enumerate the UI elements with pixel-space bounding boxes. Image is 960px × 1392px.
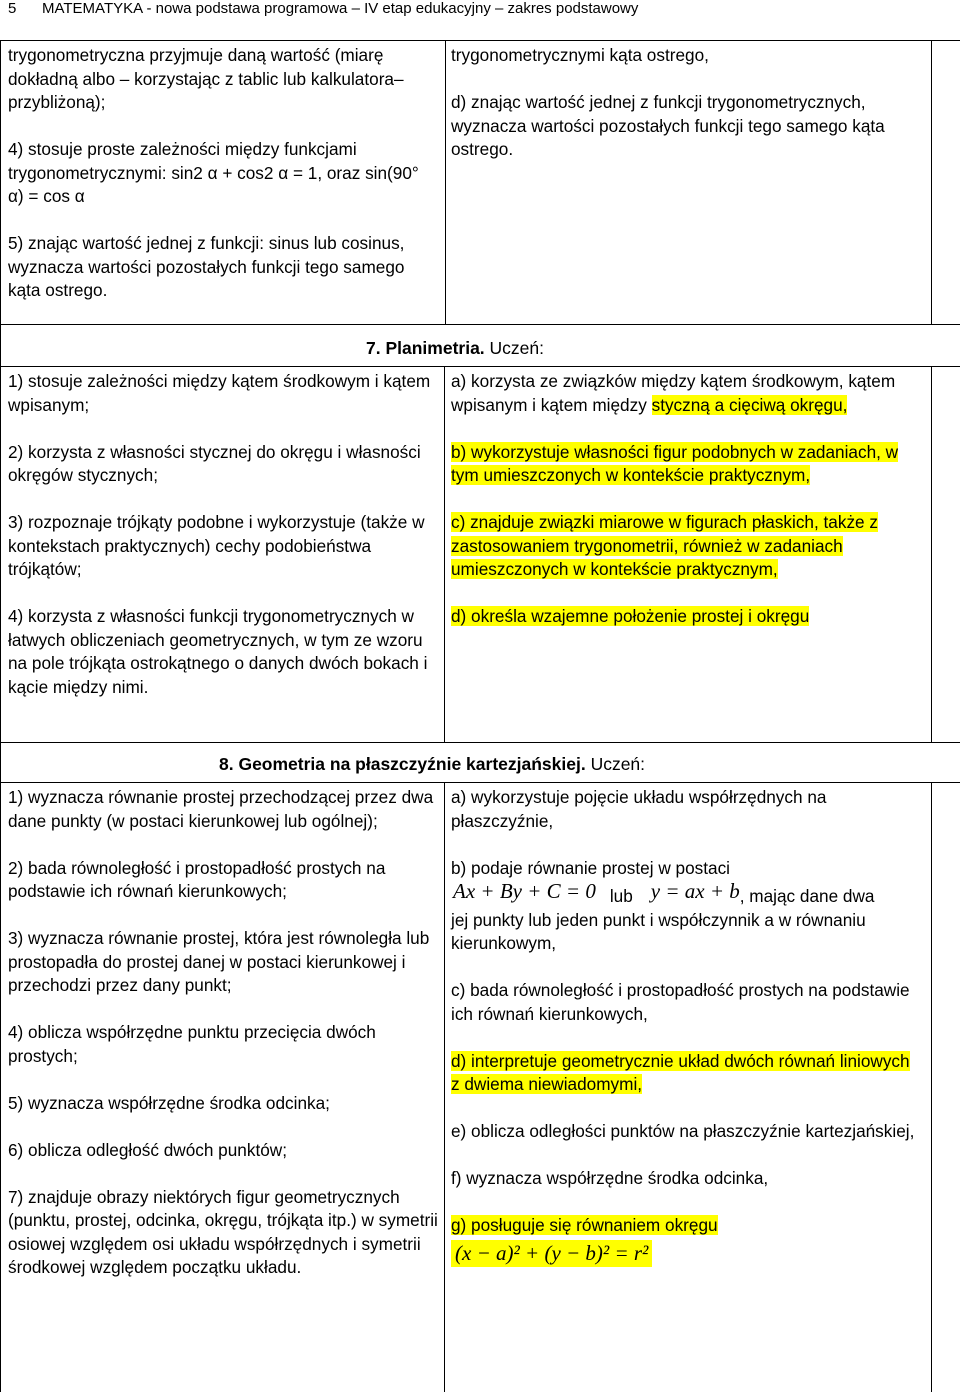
item-c-highlight: c) znajduje związki miarowe w figurach płaskich, także z zastosowaniem trygonometrii, również w zadaniach umieszczonych w kontekście praktycznym, — [451, 512, 878, 579]
table-right-rule — [931, 40, 932, 324]
list-item: 4) korzysta z własności funkcji trygonometrycznych w łatwych obliczeniach geometrycznych, w tym ze wzoru na pole trójkąta ostrokątnego o danych dwóch bokach i kącie między nimi. — [8, 606, 428, 697]
item-b-rest: jej punkty lub jeden punkt i współczynnik a w równaniu kierunkowym, — [451, 909, 866, 953]
list-item: e) oblicza odległości punktów na płaszczyźnie kartezjańskiej, — [451, 1121, 915, 1141]
section7-header-rule — [0, 366, 960, 367]
circle-equation: (x − a)² + (y − b)² = r² — [451, 1240, 652, 1268]
list-item — [451, 441, 911, 488]
list-item: d) znając wartość jednej z funkcji trygonometrycznych, wyznacza wartości pozostałych funkcji tego samego kąta ostrego. — [451, 92, 885, 159]
list-item: f) wyznacza współrzędne środka odcinka, — [451, 1168, 769, 1188]
table-right-rule — [931, 366, 932, 742]
item-d-highlight: d) określa wzajemne położenie prostej i okręgu — [451, 606, 810, 626]
table-right-rule — [931, 782, 932, 1392]
list-item: 2) bada równoległość i prostopadłość prostych na podstawie ich równań kierunkowych; — [8, 857, 386, 901]
coordinate-geometry-left-cell — [8, 786, 438, 1280]
item-b-tail: , mając dane dwa — [739, 886, 875, 906]
list-item: a) wykorzystuje pojęcie układu współrzędnych na płaszczyźnie, — [451, 787, 827, 831]
trigonometry-left-cell — [8, 44, 438, 303]
planimetry-left-cell — [8, 370, 440, 699]
planimetry-right-cell — [451, 370, 911, 629]
section7-title — [366, 336, 544, 360]
list-item: 3) wyznacza równanie prostej, która jest równoległa lub prostopadła do prostej danej w postaci kierunkowej i przechodzi przez dany punkt; — [8, 928, 430, 995]
general-line-equation: Ax + By + C = 0 — [453, 879, 596, 903]
list-item: 5) znając wartość jednej z funkcji: sinus lub cosinus, wyznacza wartości pozostałych funkcji tego samego kąta ostrego. — [8, 233, 405, 300]
section8-title-rest: Uczeń: — [585, 754, 646, 774]
list-item: trygonometrycznymi kąta ostrego, — [451, 45, 709, 65]
list-item: 4) oblicza współrzędne punktu przecięcia dwóch prostych; — [8, 1022, 376, 1066]
item-b-highlight: b) wykorzystuje własności figur podobnych w zadaniach, w tym umieszczonych w kontekście praktycznym, — [451, 441, 899, 485]
section8-header-rule — [0, 782, 960, 783]
list-item — [451, 857, 921, 956]
column-divider — [444, 782, 445, 1392]
section7-title-rest: Uczeń: — [484, 338, 544, 358]
item-d-highlight: d) interpretuje geometrycznie układ dwóch równań liniowych z dwiema niewiadomymi, — [451, 1050, 910, 1094]
page-title: MATEMATYKA - nowa podstawa programowa – IV etap edukacyjny – zakres podstawowy — [42, 0, 639, 17]
trigonometry-right-cell — [451, 44, 921, 162]
list-item — [451, 511, 911, 582]
column-divider — [444, 366, 445, 742]
item-b-lub: lub — [609, 886, 633, 906]
list-item: c) bada równoległość i prostopadłość prostych na podstawie ich równań kierunkowych, — [451, 980, 910, 1024]
section8-title-bold: 8. Geometria na płaszczyźnie kartezjańskiej. — [219, 754, 586, 774]
list-item: 3) rozpoznaje trójkąty podobne i wykorzystuje (także w kontekstach praktycznych) cechy podobieństwa trójkątów; — [8, 512, 425, 579]
list-item: 1) wyznacza równanie prostej przechodzącej przez dwa dane punkty (w postaci kierunkowej lub ogólnej); — [8, 787, 434, 831]
list-item: trygonometryczna przyjmuje daną wartość (miarę dokładną albo – korzystając z tablic lub kalkulatora– przybliżoną); — [8, 45, 404, 112]
slope-line-equation: y = ax + b — [650, 879, 740, 903]
coordinate-geometry-right-cell — [451, 786, 921, 1267]
list-item: 1) stosuje zależności między kątem środkowym i kątem wpisanym; — [8, 371, 431, 415]
list-item: 6) oblicza odległość dwóch punktów; — [8, 1139, 287, 1160]
item-b-intro: b) podaje równanie prostej w postaci — [451, 857, 730, 878]
section-divider-rule — [0, 742, 960, 743]
page-number: 5 — [8, 0, 17, 17]
item-a-highlight: styczną a cięciwą okręgu, — [651, 394, 848, 415]
list-item: 2) korzysta z własności stycznej do okręgu i własności okręgów stycznych; — [8, 441, 421, 485]
list-item: 4) stosuje proste zależności między funkcjami trygonometrycznymi: sin2 α + cos2 α = 1, oraz sin(90° α) = cos α — [8, 139, 419, 206]
section8-title — [219, 752, 645, 776]
list-item — [451, 605, 911, 629]
page-header — [8, 0, 638, 17]
section-divider-rule — [0, 324, 960, 325]
item-a-text: a) korzysta ze związków między kątem środkowym, kątem wpisanym i kątem między — [451, 371, 896, 415]
list-item — [451, 370, 911, 417]
table-top-rule — [0, 40, 960, 41]
item-b-formula-line — [451, 880, 921, 905]
list-item — [451, 1214, 921, 1267]
list-item — [451, 1050, 921, 1097]
list-item: 5) wyznacza współrzędne środka odcinka; — [8, 1092, 330, 1113]
column-divider — [445, 40, 446, 324]
list-item: 7) znajduje obrazy niektórych figur geometrycznych (punktu, prostej, odcinka, okręgu, trójkąta itp.) w symetrii osiowej względem osi układu współrzędnych i symetrii środkowej względem początku układu. — [8, 1186, 438, 1277]
item-g-highlight: g) posługuje się równaniem okręgu — [451, 1215, 718, 1235]
table-left-rule — [0, 40, 1, 1392]
section7-title-bold: 7. Planimetria. — [366, 338, 485, 358]
